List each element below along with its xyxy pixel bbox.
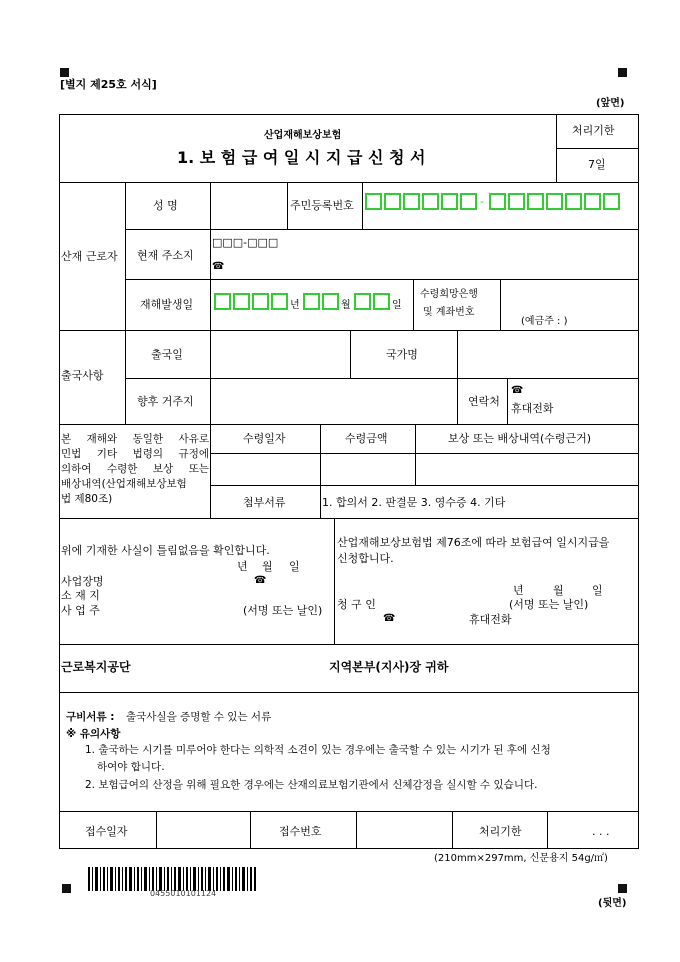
caution-item-1: 1. 출국하는 시기를 미루어야 한다는 의학적 소견이 있는 경우에는 출국할 수 있는 시기가 된 후에 신청 — [85, 744, 551, 756]
phone-icon: ☎ — [511, 385, 524, 396]
caution-item-2: 2. 보험급여의 산정을 위해 필요한 경우에는 산재의료보험기관에서 신체감정을 실시할 수 있습니다. — [85, 779, 538, 791]
future-residence-label: 향후 거주지 — [137, 395, 194, 408]
caution-item-1-cont: 하여야 합니다. — [97, 761, 165, 773]
receipt-number-input[interactable] — [357, 812, 451, 848]
form-title: 1. 보 험 급 여 일 시 지 급 신 청 서 — [177, 148, 426, 167]
departure-date-input[interactable] — [211, 331, 349, 377]
account-holder: (예금주 : ) — [521, 316, 568, 327]
owner-label: 사 업 주 — [61, 604, 100, 617]
compensation-detail-label: 보상 또는 배상내역(수령근거) — [448, 432, 592, 445]
rrn-input[interactable] — [365, 193, 637, 213]
phone-icon: ☎ — [212, 261, 225, 272]
receipt-deadline-value: . . . — [592, 825, 610, 838]
future-residence-input[interactable] — [211, 379, 456, 423]
caution-label: ※ 유의사항 — [66, 728, 121, 740]
year-unit: 년 — [290, 300, 300, 311]
rrn-label: 주민등록번호 — [290, 199, 354, 212]
accident-date-input[interactable] — [214, 293, 410, 315]
phone-icon: ☎ — [254, 575, 267, 586]
date-month: 월 — [262, 560, 273, 573]
address-label: 현재 주소지 — [137, 249, 194, 262]
workplace-label: 사업장명 — [61, 575, 104, 588]
agency-name: 근로복지공단 — [61, 660, 131, 674]
contact-label: 연락처 — [468, 395, 500, 408]
attachments-options: 1. 합의서 2. 판결문 3. 영수증 4. 기타 — [322, 496, 506, 509]
registration-mark — [60, 68, 69, 77]
worker-section-label: 산재 근로자 — [61, 250, 118, 263]
branch-addressee: 지역본부(지사)장 귀하 — [329, 660, 449, 674]
registration-mark — [618, 884, 627, 893]
sign-right: (서명 또는 날인) — [509, 598, 589, 611]
accident-date-label: 재해발생일 — [140, 298, 194, 311]
date-year-right: 년 — [513, 584, 524, 597]
left-statement: 위에 기재한 사실이 틀림없음을 확인합니다. — [61, 544, 270, 557]
name-label: 성 명 — [153, 199, 178, 212]
receipt-date-input[interactable] — [157, 812, 249, 848]
departure-section-label: 출국사항 — [61, 369, 104, 382]
back-side-label: (뒷면) — [598, 898, 627, 909]
receipt-date-label: 접수일자 — [85, 825, 128, 838]
received-amount-label: 수령금액 — [345, 432, 388, 445]
date-day-right: 일 — [592, 584, 603, 597]
attachments-label: 첨부서류 — [243, 496, 286, 509]
rrn-dash: - — [480, 195, 484, 208]
date-year: 년 — [237, 560, 248, 573]
departure-date-label: 출국일 — [151, 348, 183, 361]
month-unit: 월 — [341, 300, 351, 311]
front-side-label: (앞면) — [596, 98, 625, 109]
compensation-description: 본 재해와 동일한 사유로 민법 기타 법령의 규정에 의하여 수령한 보상 또는 배상내역(산업재해보상보험 법 제80조) — [61, 433, 209, 505]
form-subtitle: 산업재해보상보험 — [264, 130, 342, 141]
registration-mark — [618, 68, 627, 77]
received-amount-input[interactable] — [321, 454, 414, 484]
sign-left: (서명 또는 날인) — [243, 604, 323, 617]
right-statement-2: 신청합니다. — [337, 552, 394, 565]
name-input[interactable] — [211, 183, 286, 228]
applicant-label: 청 구 인 — [337, 598, 376, 611]
compensation-detail-input[interactable] — [416, 454, 638, 484]
phone-icon: ☎ — [383, 613, 396, 624]
mobile-label: 휴대전화 — [469, 613, 512, 626]
required-docs-label: 구비서류 : — [66, 711, 115, 723]
bank-label: 수령희망은행 — [420, 289, 478, 300]
received-date-label: 수령일자 — [243, 432, 286, 445]
country-label: 국가명 — [386, 348, 418, 361]
barcode-number: 0455010101124 — [150, 889, 217, 898]
date-month-right: 월 — [553, 584, 564, 597]
registration-mark — [62, 884, 71, 893]
country-input[interactable] — [458, 331, 638, 377]
location-label: 소 재 지 — [61, 589, 100, 602]
receipt-deadline-label: 처리기한 — [479, 825, 522, 838]
account-input[interactable] — [502, 282, 636, 312]
receipt-number-label: 접수번호 — [279, 825, 322, 838]
deadline-label: 처리기한 — [572, 124, 615, 137]
right-statement: 산업재해보상보험법 제76조에 따라 보험급여 일시지급을 — [337, 536, 610, 549]
date-day: 일 — [289, 560, 300, 573]
day-unit: 일 — [392, 300, 402, 311]
postal-code-field[interactable]: □□□-□□□ — [212, 236, 279, 249]
barcode — [88, 867, 256, 891]
address-input[interactable] — [300, 236, 630, 274]
required-docs-text: 출국사실을 증명할 수 있는 서류 — [126, 711, 272, 723]
received-date-input[interactable] — [211, 454, 319, 484]
bank-label-2: 및 계좌번호 — [423, 307, 475, 318]
mobile-label: 휴대전화 — [511, 402, 554, 415]
form-reference: [별지 제25호 서식] — [60, 78, 157, 91]
deadline-value: 7일 — [588, 158, 606, 171]
paper-spec: (210mm×297mm, 신문용지 54g/㎡) — [434, 853, 608, 864]
